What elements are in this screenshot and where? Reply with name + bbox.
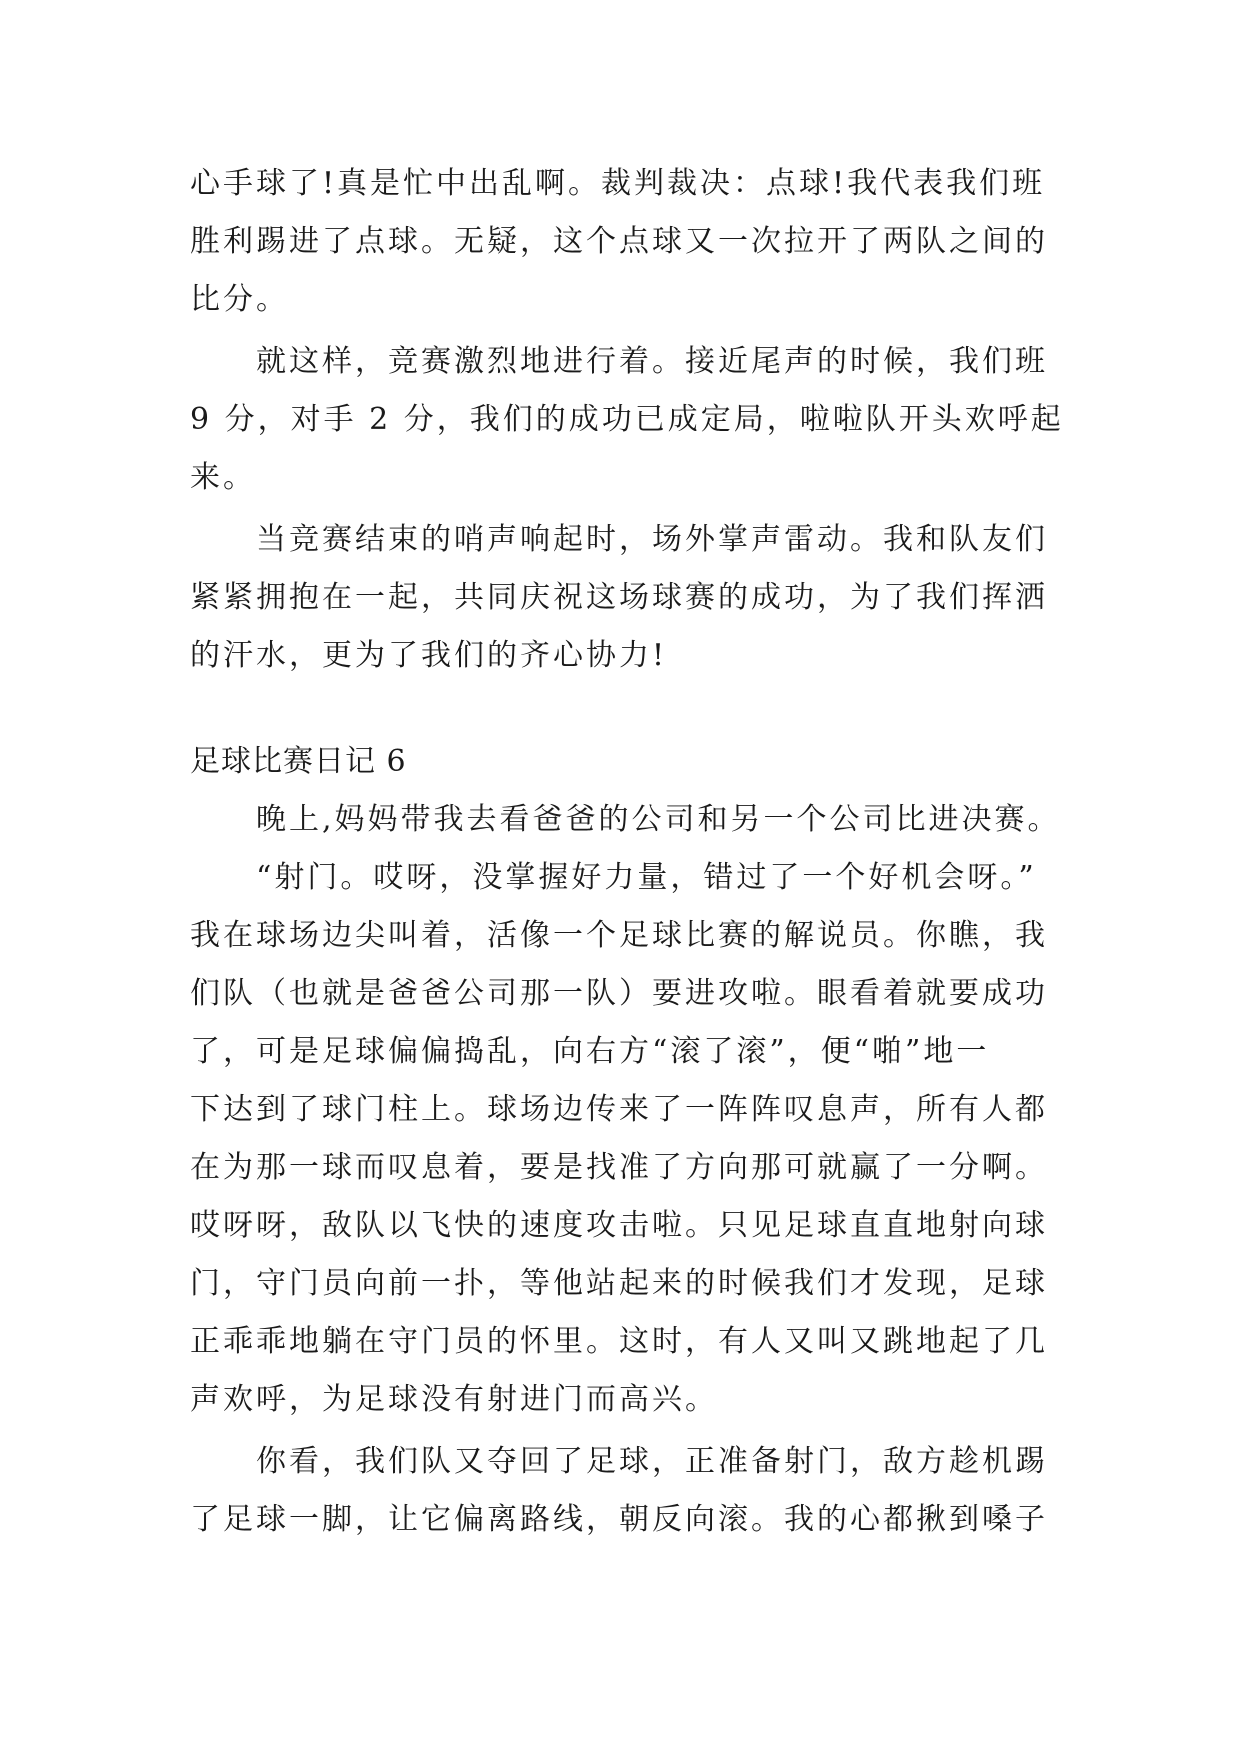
text-line: “射门。哎呀，没掌握好力量，错过了一个好机会呀。” [190, 860, 1037, 895]
text-line: 9 分，对手 2 分，我们的成功已成定局，啦啦队开头欢呼起 [190, 402, 1064, 437]
text-line: 当竞赛结束的哨声响起时，场外掌声雷动。我和队友们 [190, 522, 1048, 557]
text-line: 就这样，竞赛激烈地进行着。接近尾声的时候，我们班 [190, 344, 1048, 379]
text-line: 哎呀呀，敌队以飞快的速度攻击啦。只见足球直直地射向球 [190, 1208, 1048, 1243]
text-line: 们队（也就是爸爸公司那一队）要进攻啦。眼看着就要成功 [190, 976, 1048, 1011]
text-line: 在为那一球而叹息着，要是找准了方向那可就赢了一分啊。 [190, 1150, 1048, 1185]
section-heading: 足球比赛日记 6 [190, 744, 407, 779]
text-line: 门，守门员向前一扑，等他站起来的时候我们才发现，足球 [190, 1266, 1048, 1301]
text-line: 下达到了球门柱上。球场边传来了一阵阵叹息声，所有人都 [190, 1092, 1048, 1127]
text-line: 比分。 [190, 282, 289, 317]
text-line: 紧紧拥抱在一起，共同庆祝这场球赛的成功，为了我们挥洒 [190, 580, 1048, 615]
text-line: 我在球场边尖叫着，活像一个足球比赛的解说员。你瞧，我 [190, 918, 1048, 953]
text-line: 胜利踢进了点球。无疑，这个点球又一次拉开了两队之间的 [190, 224, 1048, 259]
text-line: 来。 [190, 460, 256, 495]
text-line: 了足球一脚，让它偏离路线，朝反向滚。我的心都揪到嗓子 [190, 1502, 1048, 1537]
text-line: 声欢呼，为足球没有射进门而高兴。 [190, 1382, 718, 1417]
text-line: 正乖乖地躺在守门员的怀里。这时，有人又叫又跳地起了几 [190, 1324, 1048, 1359]
text-line: 心手球了!真是忙中出乱啊。裁判裁决：点球!我代表我们班 [190, 166, 1046, 201]
text-line: 你看，我们队又夺回了足球，正准备射门，敌方趁机踢 [190, 1444, 1048, 1479]
text-line: 了，可是足球偏偏捣乱，向右方“滚了滚”，便“啪”地一 [190, 1034, 990, 1069]
text-line: 的汗水，更为了我们的齐心协力! [190, 638, 668, 673]
text-line: 晚上,妈妈带我去看爸爸的公司和另一个公司比进决赛。 [190, 802, 1061, 837]
